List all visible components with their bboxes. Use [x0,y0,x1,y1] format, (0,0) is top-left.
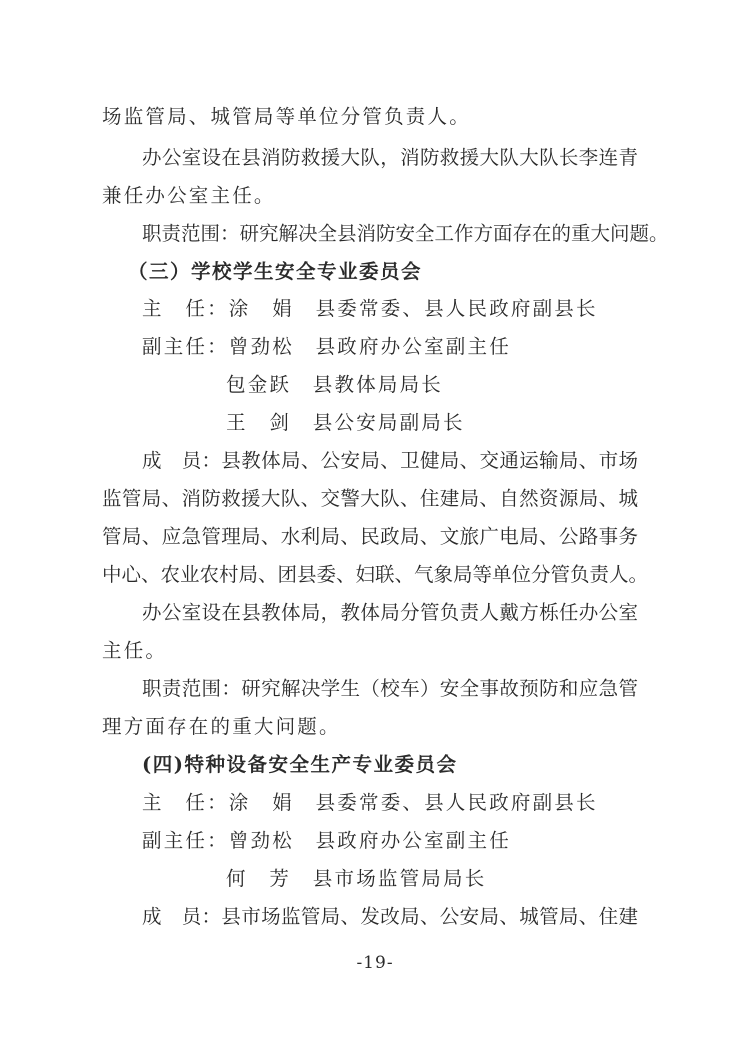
paragraph-line: 理方面存在的重大问题。 [102,715,341,738]
section-heading: （三）学校学生安全专业委员会 [128,260,423,283]
paragraph-line: 监管局、消防救援大队、交警大队、住建局、自然资源局、城 [102,487,638,510]
member-line: 主 任：涂 娟 县委常委、县人民政府副县长 [142,791,598,814]
member-line: 副主任：曾劲松 县政府办公室副主任 [142,829,511,852]
paragraph-line: 办公室设在县消防救援大队，消防救援大队大队长李连青 [142,146,638,169]
paragraph-line: 管局、应急管理局、水利局、民政局、文旅广电局、公路事务 [102,525,638,548]
member-line: 王 剑 县公安局副局长 [226,411,465,434]
paragraph-line: 成 员：县教体局、公安局、卫健局、交通运输局、市场 [142,449,638,472]
page-number: -19- [356,953,394,973]
paragraph-line: 主任。 [102,639,168,662]
paragraph-line: 中心、农业农村局、团县委、妇联、气象局等单位分管负责人。 [102,563,649,586]
paragraph-line: 场监管局、城管局等单位分管负责人。 [102,105,471,128]
member-line: 副主任：曾劲松 县政府办公室副主任 [142,335,511,358]
paragraph-line: 办公室设在县教体局，教体局分管负责人戴方栎任办公室 [142,601,638,624]
member-line: 包金跃 县教体局局长 [226,373,444,396]
member-line: 何 芳 县市场监管局局长 [226,867,487,890]
member-line: 主 任：涂 娟 县委常委、县人民政府副县长 [142,297,598,320]
paragraph-line: 成 员：县市场监管局、发改局、公安局、城管局、住建 [142,905,638,928]
paragraph-line: 兼任办公室主任。 [102,184,276,207]
paragraph-line: 职责范围：研究解决学生（校车）安全事故预防和应急管 [142,677,638,700]
paragraph-line: 职责范围：研究解决全县消防安全工作方面存在的重大问题。 [142,222,669,245]
section-heading: (四)特种设备安全生产专业委员会 [142,753,458,776]
